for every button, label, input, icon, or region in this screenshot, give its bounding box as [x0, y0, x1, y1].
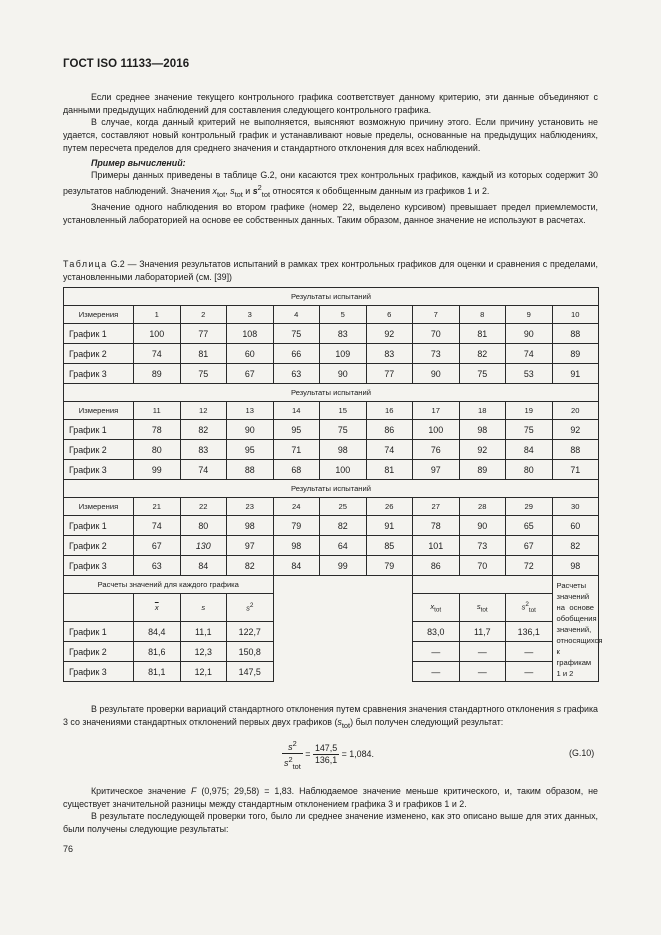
intro-paragraph-2: В случае, когда данный критерий не выполняется, выясняют возможную причину этого. Если причину установить не удается, составляют новый контрольный график и устанавливают новые пределы, основанные на предыдущих наблюдениях, путем пересчета пределов для среднего значения и стандартного отклонения для всех наблюдений. [63, 117, 598, 153]
table-cell: 89 [134, 364, 181, 384]
table-cell: 71 [552, 460, 599, 480]
table-cell: 98 [320, 440, 367, 460]
measurement-number: 29 [506, 498, 553, 516]
table-cell: 86 [413, 556, 460, 576]
example-paragraph-1 [63, 169, 598, 201]
h-s2: s [246, 603, 250, 613]
calc-s2tot: — [506, 662, 553, 682]
table-cell: 98 [552, 556, 599, 576]
table-row [64, 536, 599, 556]
table-cell: 95 [273, 420, 320, 440]
table-row [64, 344, 599, 364]
table-cell: 77 [366, 364, 413, 384]
calc-s: 11,1 [180, 622, 227, 642]
calc-gap [273, 576, 413, 682]
calc-xbar: 81,6 [134, 642, 181, 662]
table-cell: 90 [506, 324, 553, 344]
measurement-label: Измерения [64, 402, 134, 420]
measurement-number: 21 [134, 498, 181, 516]
lhs-den [282, 754, 303, 772]
table-cell: 95 [227, 440, 274, 460]
table-cell: 71 [273, 440, 320, 460]
measurement-label: Измерения [64, 306, 134, 324]
table-cell: 92 [459, 440, 506, 460]
table-cell: 98 [227, 516, 274, 536]
table-cell: 75 [180, 364, 227, 384]
after-paragraph-1 [63, 703, 598, 732]
table-cell: 80 [180, 516, 227, 536]
formula-lhs [282, 738, 303, 772]
results-table [63, 287, 603, 682]
row-label: График 1 [64, 516, 134, 536]
header-xbar [134, 594, 181, 622]
table-cell: 84 [180, 556, 227, 576]
measurement-number: 9 [506, 306, 553, 324]
table-cell: 77 [180, 324, 227, 344]
section-header-row [64, 288, 599, 306]
measurement-number: 24 [273, 498, 320, 516]
table-cell: 97 [413, 460, 460, 480]
after-paragraph-3: В результате последующей проверки того, было ли среднее значение изменено, как это описано выше для этих данных, были получены следующие результаты: [63, 811, 598, 835]
calc-xtot: — [413, 662, 460, 682]
measurement-number: 10 [552, 306, 599, 324]
table-cell: 81 [180, 344, 227, 364]
table-cell: 70 [459, 556, 506, 576]
table-cell: 73 [413, 344, 460, 364]
example-p1-start: Примеры данных приведены в таблице G.2, они касаются трех контрольных графиков, каждый из которых содержит 30 результатов наблюдений. Значения [63, 170, 598, 196]
table-cell: 89 [552, 344, 599, 364]
table-cell: 82 [180, 420, 227, 440]
measurement-number: 30 [552, 498, 599, 516]
h-xt: x [430, 601, 435, 611]
section-title: Результаты испытаний [64, 480, 599, 498]
table-cell: 108 [227, 324, 274, 344]
calc-title: Расчеты значений для каждого графика [64, 576, 274, 594]
measurement-number: 17 [413, 402, 460, 420]
table-cell: 84 [273, 556, 320, 576]
row-label: График 1 [64, 622, 134, 642]
calc-s2: 122,7 [227, 622, 274, 642]
table-cell: 74 [180, 460, 227, 480]
sym-comma: , [225, 185, 231, 196]
table-cell: 78 [134, 420, 181, 440]
section-header-row [64, 480, 599, 498]
measurement-number: 26 [366, 498, 413, 516]
table-row [64, 364, 599, 384]
h-x: $\overline{x}$ [154, 603, 159, 612]
table-cell: 68 [273, 460, 320, 480]
calc-stot: 11,7 [459, 622, 506, 642]
table-row [64, 420, 599, 440]
measurement-number: 15 [320, 402, 367, 420]
table-cell: 80 [134, 440, 181, 460]
row-label: График 3 [64, 662, 134, 682]
calc-s2: 147,5 [227, 662, 274, 682]
table-cell: 60 [227, 344, 274, 364]
header-s2 [227, 594, 274, 622]
table-cell: 88 [552, 440, 599, 460]
section-header-row [64, 384, 599, 402]
measurement-row [64, 402, 599, 420]
lhs-s-tot: s [284, 757, 289, 768]
table-caption [63, 258, 598, 283]
table-cell: 101 [413, 536, 460, 556]
table-cell: 78 [413, 516, 460, 536]
measurement-number: 23 [227, 498, 274, 516]
row-label: График 2 [64, 642, 134, 662]
measurement-number: 12 [180, 402, 227, 420]
calc-stot: — [459, 642, 506, 662]
measurement-number: 1 [134, 306, 181, 324]
table-cell: 90 [320, 364, 367, 384]
measurement-number: 19 [506, 402, 553, 420]
calc-s2: 150,8 [227, 642, 274, 662]
measurement-label: Измерения [64, 498, 134, 516]
measurement-number: 3 [227, 306, 274, 324]
after-text-2 [63, 785, 598, 836]
lhs-s: s [288, 741, 293, 752]
measurement-number: 7 [413, 306, 460, 324]
row-label: График 2 [64, 344, 134, 364]
calc-note: Расчеты значений на основе обобщения значений, относящихся к графикам 1 и 2 [552, 576, 599, 682]
calc-s2tot: 136,1 [506, 622, 553, 642]
sym-tot-2: tot [234, 189, 243, 199]
calc-stot: — [459, 662, 506, 682]
after-p2-b: (0,975; 29,58) = 1,83. Наблюдаемое значение меньше критического, и, таким образом, не существует значительной разницы между стандартным отклонением графика 3 и графиков 1 и 2. [63, 786, 598, 809]
calc-xbar: 84,4 [134, 622, 181, 642]
table-cell: 89 [459, 460, 506, 480]
after-p1-b: графика 3 со значениями стандартных отклонений первых двух графиков ( [63, 704, 598, 727]
sym-s2: s [252, 185, 258, 196]
example-title: Пример вычислений: [91, 157, 186, 168]
formula-denominator: 136,1 [314, 755, 338, 766]
h-xt-tot: tot [434, 606, 442, 614]
row-label: График 1 [64, 420, 134, 440]
table-cell: 100 [134, 324, 181, 344]
h-s: s [201, 603, 206, 612]
table-cell: 86 [366, 420, 413, 440]
h-s2t-two: 2 [525, 600, 529, 608]
intro-text [63, 91, 598, 227]
header-stot [459, 594, 506, 622]
calc-s: 12,3 [180, 642, 227, 662]
h-s2t-tot: tot [528, 607, 536, 615]
header-xtot [413, 594, 460, 622]
table-row [64, 324, 599, 344]
lhs-tot: tot [292, 761, 301, 771]
table-cell: 84 [506, 440, 553, 460]
table-cell: 67 [506, 536, 553, 556]
table-cell: 99 [320, 556, 367, 576]
after-sym-s: s [556, 704, 562, 714]
row-label: График 3 [64, 364, 134, 384]
table-cell: 90 [459, 516, 506, 536]
calc-xtot: — [413, 642, 460, 662]
measurement-number: 28 [459, 498, 506, 516]
table-cell: 75 [459, 364, 506, 384]
table-cell: 81 [366, 460, 413, 480]
after-p2-F: F [191, 786, 197, 796]
sym-x: x [212, 185, 217, 196]
measurement-number: 13 [227, 402, 274, 420]
table-cell: 80 [506, 460, 553, 480]
table-cell: 85 [366, 536, 413, 556]
after-paragraph-2 [63, 785, 598, 810]
after-sym-tot: tot [341, 720, 351, 730]
table-cell: 67 [227, 364, 274, 384]
formula-numerator: 147,5 [314, 743, 338, 754]
formula-fraction [313, 743, 339, 766]
table-cell: 65 [506, 516, 553, 536]
table-cell: 70 [413, 324, 460, 344]
example-p1-end: относятся к обобщенным данным из графиков 1 и 2. [270, 185, 490, 196]
table-cell: 66 [273, 344, 320, 364]
measurement-number: 27 [413, 498, 460, 516]
measurement-number: 8 [459, 306, 506, 324]
measurement-row [64, 498, 599, 516]
table-cell: 63 [273, 364, 320, 384]
table-cell: 53 [506, 364, 553, 384]
caption-text: G.2 — Значения результатов испытаний в рамках трех контрольных графиков для оценки и сравнения с пределами, установленными лабораторией (см. [39]) [63, 259, 598, 282]
page-number: 76 [63, 844, 74, 854]
table-cell: 91 [552, 364, 599, 384]
row-label: График 1 [64, 324, 134, 344]
calc-s: 12,1 [180, 662, 227, 682]
measurement-number: 2 [180, 306, 227, 324]
table-row [64, 440, 599, 460]
h-s2t: s [521, 602, 526, 612]
table-cell: 74 [366, 440, 413, 460]
table-cell: 82 [320, 516, 367, 536]
calc-xtot: 83,0 [413, 622, 460, 642]
measurement-number: 20 [552, 402, 599, 420]
document-header: ГОСТ ISO 11133—2016 [63, 58, 190, 70]
measurement-number: 4 [273, 306, 320, 324]
measurement-number: 6 [366, 306, 413, 324]
intro-paragraph-1: Если среднее значение текущего контрольного графика соответствует данному критерию, эти данные объединяют с данными предыдущих наблюдений для составления следующего контрольного графика. [63, 92, 598, 115]
h-s2-two: 2 [249, 602, 254, 610]
row-label: График 3 [64, 460, 134, 480]
table-cell: 92 [366, 324, 413, 344]
table-cell: 75 [506, 420, 553, 440]
after-sym-s2: s [337, 716, 342, 727]
sym-and: и [242, 185, 253, 196]
measurement-number: 25 [320, 498, 367, 516]
lhs-two-tot: 2 [288, 754, 293, 764]
table-cell: 60 [552, 516, 599, 536]
calc-s2tot: — [506, 642, 553, 662]
measurement-number: 16 [366, 402, 413, 420]
table-cell: 81 [459, 324, 506, 344]
header-s2tot [506, 594, 553, 622]
table-cell: 88 [227, 460, 274, 480]
table-cell: 64 [320, 536, 367, 556]
table-cell: 98 [459, 420, 506, 440]
table-cell: 82 [227, 556, 274, 576]
table-cell: 79 [366, 556, 413, 576]
measurement-number: 11 [134, 402, 181, 420]
table-cell: 90 [227, 420, 274, 440]
table-cell: 97 [227, 536, 274, 556]
sym-tot-3: tot [261, 189, 271, 199]
after-p2-a: Критическое значение [91, 786, 191, 796]
h-st: s [476, 601, 481, 611]
row-label: График 2 [64, 440, 134, 460]
table-cell: 83 [366, 344, 413, 364]
row-label: График 3 [64, 556, 134, 576]
table-cell: 83 [180, 440, 227, 460]
measurement-number: 5 [320, 306, 367, 324]
measurement-number: 18 [459, 402, 506, 420]
table-cell: 74 [134, 344, 181, 364]
measurement-row [64, 306, 599, 324]
after-p1-c: ) был получен следующий результат: [350, 716, 504, 727]
table-cell: 75 [273, 324, 320, 344]
table-cell: 82 [459, 344, 506, 364]
after-p1-a: В результате проверки вариаций стандартного отклонения путем сравнения значения стандартного отклонения [91, 704, 557, 714]
calc-title-row [64, 576, 599, 594]
sym-s: s [230, 185, 235, 196]
table-cell: 92 [552, 420, 599, 440]
equation-number: (G.10) [569, 748, 595, 758]
table-cell: 100 [413, 420, 460, 440]
example-paragraph-2: Значение одного наблюдения во втором графике (номер 22, выделено курсивом) превышает предел приемлемости, установленный лабораторией на основе ее собственных данных. Таким образом, данное значение не используют в расчетах. [63, 202, 598, 226]
after-text-1 [63, 703, 598, 732]
formula-result: = 1,084. [341, 749, 374, 760]
table-cell: 63 [134, 556, 181, 576]
table-cell: 76 [413, 440, 460, 460]
table-cell: 109 [320, 344, 367, 364]
table-cell: 88 [552, 324, 599, 344]
section-title: Результаты испытаний [64, 384, 599, 402]
table-row [64, 460, 599, 480]
calc-header-empty [64, 594, 134, 622]
section-title: Результаты испытаний [64, 288, 599, 306]
table-cell: 99 [134, 460, 181, 480]
row-label: График 2 [64, 536, 134, 556]
calc-xbar: 81,1 [134, 662, 181, 682]
header-s [180, 594, 227, 622]
lhs-two: 2 [292, 739, 297, 748]
measurement-number: 14 [273, 402, 320, 420]
table-row [64, 516, 599, 536]
h-st-tot: tot [480, 606, 488, 614]
sym-two: 2 [257, 182, 262, 192]
measurement-number: 22 [180, 498, 227, 516]
formula-eq: = [305, 749, 311, 760]
table-cell: 90 [413, 364, 460, 384]
table-cell: 79 [273, 516, 320, 536]
table-row [64, 556, 599, 576]
sym-tot-1: tot [216, 189, 226, 199]
table-cell: 100 [320, 460, 367, 480]
table-cell: 130 [180, 536, 227, 556]
table-cell: 74 [134, 516, 181, 536]
table-cell: 73 [459, 536, 506, 556]
table-cell: 75 [320, 420, 367, 440]
table-cell: 83 [320, 324, 367, 344]
table-cell: 82 [552, 536, 599, 556]
table-cell: 98 [273, 536, 320, 556]
lhs-num [282, 738, 303, 754]
table-cell: 91 [366, 516, 413, 536]
calc-combined-gap [413, 576, 553, 594]
formula-g10 [282, 738, 374, 772]
table-cell: 74 [506, 344, 553, 364]
table-cell: 72 [506, 556, 553, 576]
table-cell: 67 [134, 536, 181, 556]
caption-label: Таблица [63, 259, 108, 269]
